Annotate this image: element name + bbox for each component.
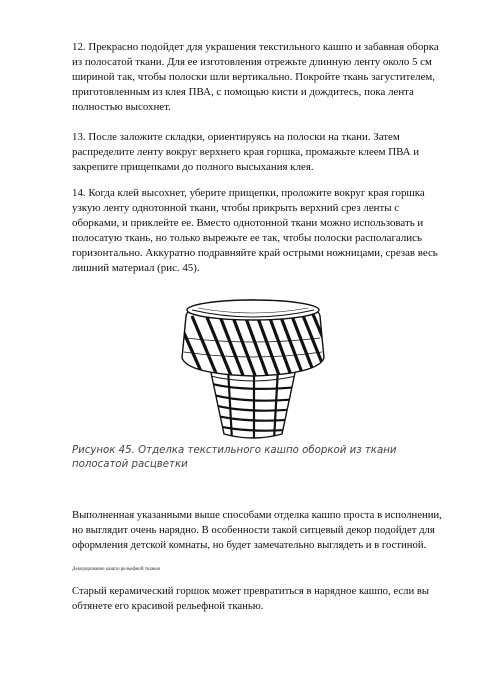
- figure-caption: Рисунок 45. Отделка текстильного кашпо оборкой из ткани полосатой расцветки: [72, 445, 397, 470]
- paragraph-summary: Выполненная указанными выше способами отделка кашпо проста в исполнении, но выглядит очень нарядно. В особенности такой ситцевый декор подойдет для оформления детской комнаты, но будет замечательно выглядеть и в гостиной.: [72, 509, 442, 551]
- paragraph-step-13: 13. После заложите складки, ориентируясь на полоски на ткани. Затем распределите ленту вокруг верхнего края горшка, промажьте клеем ПВА и закрепите прищепками до полного высыхания клея.: [72, 131, 420, 173]
- paragraph-intro: Старый керамический горшок может превратиться в нарядное кашпо, если вы обтянете его красивой рельефной тканью.: [72, 585, 430, 612]
- striped-flowerpot-illustration: [158, 294, 348, 442]
- section-subheading: Декорирование кашпо рельефной тканью: [72, 567, 161, 572]
- paragraph-step-14: 14. Когда клей высохнет, уберите прищепки, проложите вокруг края горшка узкую ленту однотонной ткани, чтобы прикрыть верхний срез ленты с оборками, и приклейте ее. Вместо однотонной ткани можно использовать и полосатую ткань, но только вырежьте ее так, чтобы полоски располагались горизонтально. Аккуратно подравняйте край острыми ножницами, срезав весь лишний материал (рис. 45).: [72, 187, 438, 274]
- figure-45: [158, 294, 348, 442]
- paragraph-step-12: 12. Прекрасно подойдет для украшения текстильного кашпо и забавная оборка из полосатой ткани. Для ее изготовления отрежьте длинную ленту около 5 см шириной так, чтобы полоски шли вертикально. Покройте ткань загустителем, приготовленным из клея ПВА, с помощью кисти и дождитесь, пока лента полностью высохнет.: [72, 41, 439, 113]
